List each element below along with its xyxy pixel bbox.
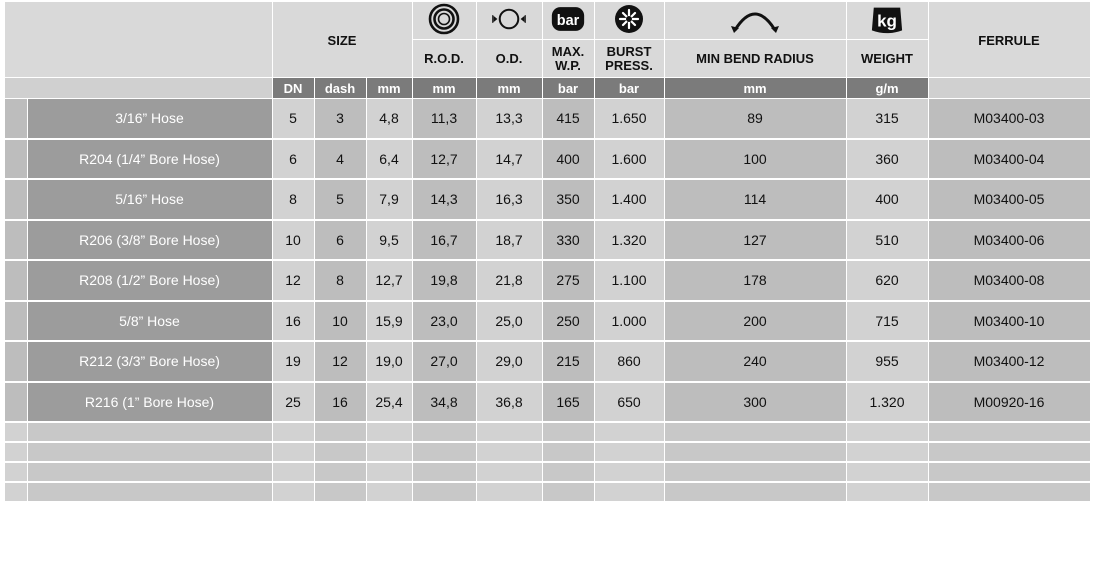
weight-cell: 360 — [846, 139, 928, 180]
mm-cell: 19,0 — [366, 341, 412, 382]
table-row — [5, 220, 1090, 261]
ferrule-cell: M03400-06 — [928, 220, 1090, 261]
ferrule-cell: M00920-16 — [928, 382, 1090, 423]
burst-cell: 1.320 — [594, 220, 664, 261]
bend-cell: 178 — [664, 260, 846, 301]
empty-cell — [314, 482, 366, 502]
od-cell: 18,7 — [476, 220, 542, 261]
row-marker — [5, 99, 27, 139]
weight-icon-cell — [846, 2, 928, 40]
header-corner — [5, 2, 272, 78]
maxwp-cell: 215 — [542, 341, 594, 382]
rod-cell: 34,8 — [412, 382, 476, 423]
row-marker — [5, 179, 27, 220]
rod-icon-cell — [412, 2, 476, 40]
maxwp-cell: 275 — [542, 260, 594, 301]
ferrule-header — [928, 2, 1090, 78]
empty-cell — [5, 422, 27, 442]
od-cell: 13,3 — [476, 99, 542, 139]
unit-mm: mm — [366, 78, 412, 99]
maxwp-cell: 400 — [542, 139, 594, 180]
mm-cell: 12,7 — [366, 260, 412, 301]
size-header — [272, 2, 412, 78]
empty-cell — [314, 442, 366, 462]
row-marker — [5, 341, 27, 382]
row-marker — [5, 139, 27, 180]
empty-cell — [412, 482, 476, 502]
rod-cell: 11,3 — [412, 99, 476, 139]
maxwp-header-line2: W.P. — [555, 57, 581, 73]
kg-icon-text: kg — [877, 11, 897, 31]
empty-cell — [272, 482, 314, 502]
empty-cell — [846, 422, 928, 442]
table-body — [5, 99, 1090, 423]
bend-header: MIN BEND RADIUS — [664, 40, 846, 78]
ferrule-cell: M03400-08 — [928, 260, 1090, 301]
unit-burst: bar — [594, 78, 664, 99]
empty-cell — [412, 462, 476, 482]
empty-cell — [928, 422, 1090, 442]
od-cell: 25,0 — [476, 301, 542, 342]
rod-header: R.O.D. — [412, 40, 476, 78]
burst-cell: 1.600 — [594, 139, 664, 180]
empty-cell — [5, 442, 27, 462]
burst-header — [594, 40, 664, 78]
burst-cell: 1.000 — [594, 301, 664, 342]
empty-cell — [314, 462, 366, 482]
bend-cell: 100 — [664, 139, 846, 180]
table-row — [5, 139, 1090, 180]
bend-arc-icon — [720, 4, 790, 34]
empty-cell — [412, 422, 476, 442]
rod-cell: 19,8 — [412, 260, 476, 301]
empty-cell — [928, 462, 1090, 482]
table-row — [5, 382, 1090, 423]
od-cell: 36,8 — [476, 382, 542, 423]
burst-cell: 860 — [594, 341, 664, 382]
dn-cell: 8 — [272, 179, 314, 220]
concentric-circles-icon — [427, 4, 461, 34]
empty-cell — [366, 482, 412, 502]
empty-row — [5, 422, 1090, 442]
empty-cell — [476, 442, 542, 462]
mm-cell: 25,4 — [366, 382, 412, 423]
unit-row — [5, 78, 1090, 99]
empty-cell — [542, 422, 594, 442]
empty-cell — [5, 462, 27, 482]
dash-cell: 5 — [314, 179, 366, 220]
burst-cell: 650 — [594, 382, 664, 423]
od-cell: 21,8 — [476, 260, 542, 301]
maxwp-cell: 250 — [542, 301, 594, 342]
bend-cell: 89 — [664, 99, 846, 139]
row-marker — [5, 301, 27, 342]
empty-cell — [846, 482, 928, 502]
empty-cell — [664, 442, 846, 462]
bend-cell: 127 — [664, 220, 846, 261]
empty-cell — [846, 442, 928, 462]
od-header: O.D. — [476, 40, 542, 78]
od-cell: 29,0 — [476, 341, 542, 382]
unit-ferrule-blank — [928, 78, 1090, 99]
burst-cell: 1.100 — [594, 260, 664, 301]
hose-name-cell: R216 (1” Bore Hose) — [27, 382, 272, 423]
od-icon-cell — [476, 2, 542, 40]
dn-cell: 10 — [272, 220, 314, 261]
kg-weight-icon — [870, 4, 904, 34]
header-icon-row — [5, 2, 1090, 40]
empty-cell — [27, 422, 272, 442]
empty-cell — [928, 482, 1090, 502]
table-row — [5, 179, 1090, 220]
row-marker — [5, 220, 27, 261]
hose-name-cell: R204 (1/4” Bore Hose) — [27, 139, 272, 180]
empty-cell — [542, 482, 594, 502]
bend-cell: 300 — [664, 382, 846, 423]
ferrule-cell: M03400-03 — [928, 99, 1090, 139]
od-cell: 16,3 — [476, 179, 542, 220]
dash-cell: 10 — [314, 301, 366, 342]
bend-cell: 200 — [664, 301, 846, 342]
mm-cell: 4,8 — [366, 99, 412, 139]
hose-name-cell: 3/16” Hose — [27, 99, 272, 139]
dn-cell: 12 — [272, 260, 314, 301]
dash-cell: 8 — [314, 260, 366, 301]
ferrule-cell: M03400-12 — [928, 341, 1090, 382]
row-marker — [5, 382, 27, 423]
empty-row — [5, 482, 1090, 502]
empty-cell — [846, 462, 928, 482]
ferrule-cell: M03400-05 — [928, 179, 1090, 220]
empty-cell — [664, 422, 846, 442]
dn-cell: 6 — [272, 139, 314, 180]
empty-rows — [5, 422, 1090, 502]
hose-name-cell: 5/8” Hose — [27, 301, 272, 342]
dn-cell: 16 — [272, 301, 314, 342]
empty-row — [5, 442, 1090, 462]
burst-icon-cell — [594, 2, 664, 40]
size-label: SIZE — [327, 32, 357, 48]
dn-cell: 25 — [272, 382, 314, 423]
ferrule-label: FERRULE — [978, 32, 1040, 48]
rod-cell: 27,0 — [412, 341, 476, 382]
empty-cell — [272, 442, 314, 462]
weight-cell: 315 — [846, 99, 928, 139]
dash-cell: 16 — [314, 382, 366, 423]
burst-cell: 1.400 — [594, 179, 664, 220]
hose-spec-table — [5, 2, 1091, 503]
empty-cell — [476, 422, 542, 442]
maxwp-header — [542, 40, 594, 78]
empty-cell — [366, 442, 412, 462]
bar-pressure-icon — [551, 4, 585, 34]
maxwp-cell: 330 — [542, 220, 594, 261]
empty-cell — [664, 482, 846, 502]
maxwp-icon-cell — [542, 2, 594, 40]
empty-cell — [542, 462, 594, 482]
maxwp-cell: 415 — [542, 99, 594, 139]
dash-cell: 3 — [314, 99, 366, 139]
dash-cell: 12 — [314, 341, 366, 382]
weight-cell: 400 — [846, 179, 928, 220]
dn-cell: 19 — [272, 341, 314, 382]
empty-cell — [664, 462, 846, 482]
table-row — [5, 341, 1090, 382]
outer-diameter-icon — [492, 4, 526, 34]
empty-cell — [366, 462, 412, 482]
empty-cell — [594, 462, 664, 482]
maxwp-cell: 165 — [542, 382, 594, 423]
unit-dash: dash — [314, 78, 366, 99]
row-marker — [5, 260, 27, 301]
empty-cell — [27, 442, 272, 462]
empty-cell — [928, 442, 1090, 462]
empty-cell — [594, 422, 664, 442]
rod-cell: 14,3 — [412, 179, 476, 220]
mm-cell: 6,4 — [366, 139, 412, 180]
dn-cell: 5 — [272, 99, 314, 139]
burst-header-line2: PRESS. — [605, 57, 653, 73]
dash-cell: 4 — [314, 139, 366, 180]
bend-cell: 114 — [664, 179, 846, 220]
empty-cell — [476, 482, 542, 502]
unit-maxwp: bar — [542, 78, 594, 99]
rod-cell: 16,7 — [412, 220, 476, 261]
mm-cell: 9,5 — [366, 220, 412, 261]
hose-name-cell: 5/16” Hose — [27, 179, 272, 220]
empty-cell — [594, 482, 664, 502]
empty-cell — [272, 422, 314, 442]
empty-cell — [542, 442, 594, 462]
empty-cell — [27, 482, 272, 502]
bend-icon-cell — [664, 2, 846, 40]
weight-cell: 955 — [846, 341, 928, 382]
od-cell: 14,7 — [476, 139, 542, 180]
weight-cell: 620 — [846, 260, 928, 301]
unit-dn: DN — [272, 78, 314, 99]
weight-cell: 510 — [846, 220, 928, 261]
table-row — [5, 99, 1090, 139]
unit-row-blank — [5, 78, 272, 99]
rod-cell: 23,0 — [412, 301, 476, 342]
rod-cell: 12,7 — [412, 139, 476, 180]
dash-cell: 6 — [314, 220, 366, 261]
maxwp-cell: 350 — [542, 179, 594, 220]
burst-star-icon — [612, 4, 646, 34]
unit-od: mm — [476, 78, 542, 99]
bar-icon-text: bar — [556, 12, 580, 29]
empty-cell — [594, 442, 664, 462]
empty-cell — [314, 422, 366, 442]
ferrule-cell: M03400-04 — [928, 139, 1090, 180]
burst-header-line1: BURST — [606, 43, 652, 59]
hose-name-cell: R206 (3/8” Bore Hose) — [27, 220, 272, 261]
empty-cell — [5, 482, 27, 502]
weight-header: WEIGHT — [846, 40, 928, 78]
mm-cell: 7,9 — [366, 179, 412, 220]
table-row — [5, 301, 1090, 342]
empty-cell — [412, 442, 476, 462]
weight-cell: 1.320 — [846, 382, 928, 423]
unit-bend: mm — [664, 78, 846, 99]
empty-cell — [27, 462, 272, 482]
unit-weight: g/m — [846, 78, 928, 99]
burst-cell: 1.650 — [594, 99, 664, 139]
hose-name-cell: R212 (3/3” Bore Hose) — [27, 341, 272, 382]
bend-cell: 240 — [664, 341, 846, 382]
unit-rod: mm — [412, 78, 476, 99]
empty-row — [5, 462, 1090, 482]
empty-cell — [476, 462, 542, 482]
ferrule-cell: M03400-10 — [928, 301, 1090, 342]
empty-cell — [272, 462, 314, 482]
hose-name-cell: R208 (1/2” Bore Hose) — [27, 260, 272, 301]
empty-cell — [366, 422, 412, 442]
maxwp-header-line1: MAX. — [551, 43, 585, 59]
table-row — [5, 260, 1090, 301]
mm-cell: 15,9 — [366, 301, 412, 342]
weight-cell: 715 — [846, 301, 928, 342]
